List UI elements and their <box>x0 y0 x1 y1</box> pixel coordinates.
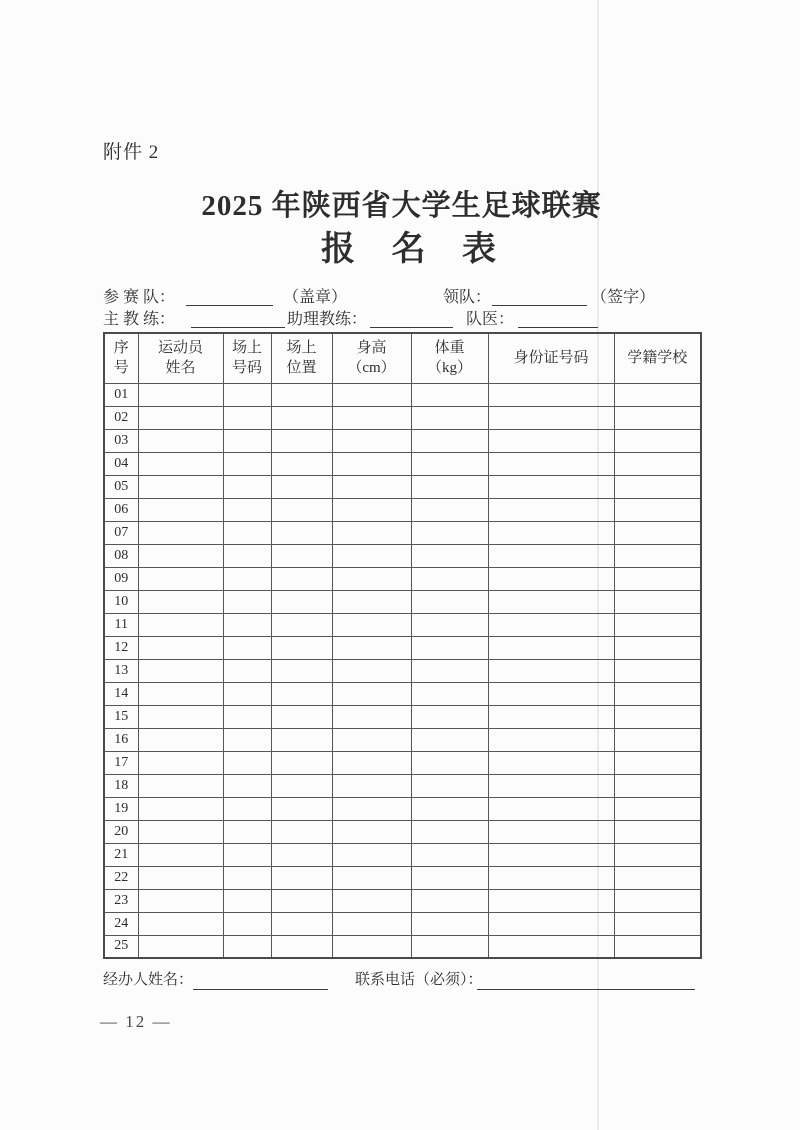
table-row <box>104 567 701 590</box>
empty-cell <box>488 705 614 728</box>
row-number-cell: 13 <box>104 659 138 682</box>
empty-cell <box>138 682 223 705</box>
empty-cell <box>271 797 332 820</box>
empty-cell <box>271 659 332 682</box>
empty-cell <box>411 912 488 935</box>
row-number-cell: 19 <box>104 797 138 820</box>
document-subtitle: 报 名 表 <box>321 231 510 268</box>
row-number-cell: 11 <box>104 613 138 636</box>
empty-cell <box>223 567 271 590</box>
empty-cell <box>614 866 701 889</box>
empty-cell <box>223 659 271 682</box>
empty-cell <box>488 889 614 912</box>
empty-cell <box>614 521 701 544</box>
empty-cell <box>223 452 271 475</box>
table-row <box>104 383 701 406</box>
assistant-coach-blank <box>370 310 453 328</box>
header-cell-height: 身高 （cm） <box>332 333 411 383</box>
table-row <box>104 590 701 613</box>
table-row <box>104 935 701 958</box>
row-number-cell: 15 <box>104 705 138 728</box>
empty-cell <box>488 429 614 452</box>
contact-phone-blank <box>477 971 695 990</box>
empty-cell <box>138 475 223 498</box>
row-number-cell: 02 <box>104 406 138 429</box>
empty-cell <box>411 889 488 912</box>
row-number-cell: 18 <box>104 774 138 797</box>
roster-table <box>103 332 702 959</box>
empty-cell <box>138 866 223 889</box>
empty-cell <box>614 705 701 728</box>
empty-cell <box>332 912 411 935</box>
header-cell-weight: 体重 （kg） <box>411 333 488 383</box>
row-number-cell: 03 <box>104 429 138 452</box>
empty-cell <box>332 935 411 958</box>
empty-cell <box>223 383 271 406</box>
empty-cell <box>614 498 701 521</box>
empty-cell <box>138 705 223 728</box>
row-number-cell: 14 <box>104 682 138 705</box>
empty-cell <box>332 820 411 843</box>
empty-cell <box>332 567 411 590</box>
empty-cell <box>488 383 614 406</box>
empty-cell <box>223 751 271 774</box>
empty-cell <box>614 429 701 452</box>
seal-note: （盖章） <box>283 289 348 306</box>
empty-cell <box>223 774 271 797</box>
empty-cell <box>271 590 332 613</box>
empty-cell <box>488 682 614 705</box>
empty-cell <box>332 406 411 429</box>
header-cell-position: 场上 位置 <box>271 333 332 383</box>
table-row <box>104 406 701 429</box>
empty-cell <box>411 613 488 636</box>
header-cell-jersey-number: 场上 号码 <box>223 333 271 383</box>
empty-cell <box>271 935 332 958</box>
header-cell-serial: 序 号 <box>104 333 138 383</box>
empty-cell <box>614 406 701 429</box>
empty-cell <box>332 705 411 728</box>
empty-cell <box>223 889 271 912</box>
team-doctor-blank <box>518 310 598 328</box>
empty-cell <box>411 935 488 958</box>
empty-cell <box>614 636 701 659</box>
empty-cell <box>138 636 223 659</box>
empty-cell <box>411 406 488 429</box>
empty-cell <box>332 452 411 475</box>
empty-cell <box>614 544 701 567</box>
empty-cell <box>332 429 411 452</box>
empty-cell <box>614 797 701 820</box>
empty-cell <box>223 935 271 958</box>
empty-cell <box>614 935 701 958</box>
table-row <box>104 774 701 797</box>
row-number-cell: 23 <box>104 889 138 912</box>
empty-cell <box>271 751 332 774</box>
empty-cell <box>138 820 223 843</box>
empty-cell <box>271 475 332 498</box>
empty-cell <box>223 544 271 567</box>
empty-cell <box>614 751 701 774</box>
empty-cell <box>411 705 488 728</box>
row-number-cell: 16 <box>104 728 138 751</box>
empty-cell <box>614 820 701 843</box>
empty-cell <box>411 866 488 889</box>
empty-cell <box>138 889 223 912</box>
empty-cell <box>332 843 411 866</box>
empty-cell <box>332 889 411 912</box>
empty-cell <box>411 659 488 682</box>
signature-note: （签字） <box>591 289 656 306</box>
empty-cell <box>223 498 271 521</box>
contact-phone-label: 联系电话（必须）： <box>355 972 483 988</box>
empty-cell <box>411 843 488 866</box>
empty-cell <box>614 682 701 705</box>
empty-cell <box>411 820 488 843</box>
empty-cell <box>138 912 223 935</box>
row-number-cell: 07 <box>104 521 138 544</box>
empty-cell <box>614 383 701 406</box>
empty-cell <box>614 452 701 475</box>
empty-cell <box>223 912 271 935</box>
table-row <box>104 843 701 866</box>
empty-cell <box>332 521 411 544</box>
empty-cell <box>332 774 411 797</box>
empty-cell <box>488 406 614 429</box>
assistant-coach-label: 助理教练： <box>287 311 368 328</box>
empty-cell <box>614 475 701 498</box>
empty-cell <box>138 521 223 544</box>
empty-cell <box>223 705 271 728</box>
team-leader-label: 领队： <box>443 289 492 306</box>
head-coach-blank <box>191 310 285 328</box>
row-number-cell: 17 <box>104 751 138 774</box>
row-number-cell: 09 <box>104 567 138 590</box>
empty-cell <box>411 636 488 659</box>
header-row <box>104 333 701 383</box>
row-number-cell: 20 <box>104 820 138 843</box>
empty-cell <box>614 590 701 613</box>
page-number: — 12 — <box>100 1012 172 1031</box>
empty-cell <box>138 613 223 636</box>
row-number-cell: 22 <box>104 866 138 889</box>
empty-cell <box>488 498 614 521</box>
empty-cell <box>271 774 332 797</box>
empty-cell <box>411 682 488 705</box>
empty-cell <box>411 498 488 521</box>
empty-cell <box>223 613 271 636</box>
table-row <box>104 682 701 705</box>
empty-cell <box>271 429 332 452</box>
empty-cell <box>223 820 271 843</box>
empty-cell <box>614 843 701 866</box>
empty-cell <box>138 544 223 567</box>
empty-cell <box>488 636 614 659</box>
header-cell-id-number: 身份证号码 <box>488 333 614 383</box>
empty-cell <box>332 544 411 567</box>
empty-cell <box>411 521 488 544</box>
table-row <box>104 797 701 820</box>
header-cell-school: 学籍学校 <box>614 333 701 383</box>
empty-cell <box>138 567 223 590</box>
row-number-cell: 12 <box>104 636 138 659</box>
row-number-cell: 25 <box>104 935 138 958</box>
team-leader-blank <box>492 288 587 306</box>
team-name-blank <box>186 288 273 306</box>
empty-cell <box>411 797 488 820</box>
empty-cell <box>332 475 411 498</box>
empty-cell <box>488 843 614 866</box>
empty-cell <box>488 820 614 843</box>
attachment-label: 附件 2 <box>103 142 160 163</box>
empty-cell <box>138 406 223 429</box>
empty-cell <box>488 935 614 958</box>
empty-cell <box>332 383 411 406</box>
empty-cell <box>488 567 614 590</box>
empty-cell <box>271 452 332 475</box>
empty-cell <box>223 429 271 452</box>
table-row <box>104 728 701 751</box>
table-row <box>104 613 701 636</box>
empty-cell <box>488 475 614 498</box>
empty-cell <box>411 590 488 613</box>
empty-cell <box>271 728 332 751</box>
empty-cell <box>411 728 488 751</box>
empty-cell <box>332 659 411 682</box>
empty-cell <box>271 498 332 521</box>
empty-cell <box>223 475 271 498</box>
row-number-cell: 24 <box>104 912 138 935</box>
empty-cell <box>271 843 332 866</box>
row-number-cell: 04 <box>104 452 138 475</box>
table-row <box>104 751 701 774</box>
empty-cell <box>411 567 488 590</box>
empty-cell <box>271 567 332 590</box>
empty-cell <box>411 452 488 475</box>
head-coach-label: 主 教 练： <box>103 311 176 328</box>
empty-cell <box>411 475 488 498</box>
empty-cell <box>332 751 411 774</box>
empty-cell <box>488 751 614 774</box>
empty-cell <box>332 728 411 751</box>
row-number-cell: 01 <box>104 383 138 406</box>
empty-cell <box>271 383 332 406</box>
table-row <box>104 429 701 452</box>
document-title: 2025 年陕西省大学生足球联赛 <box>201 190 602 222</box>
row-number-cell: 08 <box>104 544 138 567</box>
empty-cell <box>138 590 223 613</box>
empty-cell <box>223 843 271 866</box>
empty-cell <box>271 889 332 912</box>
empty-cell <box>332 797 411 820</box>
empty-cell <box>271 636 332 659</box>
empty-cell <box>223 406 271 429</box>
empty-cell <box>488 659 614 682</box>
table-row <box>104 820 701 843</box>
empty-cell <box>332 636 411 659</box>
empty-cell <box>223 521 271 544</box>
empty-cell <box>223 728 271 751</box>
empty-cell <box>271 613 332 636</box>
empty-cell <box>332 682 411 705</box>
empty-cell <box>271 521 332 544</box>
team-name-label: 参 赛 队： <box>103 289 176 306</box>
empty-cell <box>138 797 223 820</box>
empty-cell <box>411 544 488 567</box>
empty-cell <box>271 866 332 889</box>
empty-cell <box>488 728 614 751</box>
empty-cell <box>488 590 614 613</box>
empty-cell <box>411 383 488 406</box>
empty-cell <box>271 705 332 728</box>
empty-cell <box>332 590 411 613</box>
handler-name-label: 经办人姓名： <box>103 972 194 988</box>
empty-cell <box>223 866 271 889</box>
table-row <box>104 521 701 544</box>
table-row <box>104 889 701 912</box>
empty-cell <box>332 498 411 521</box>
empty-cell <box>614 774 701 797</box>
empty-cell <box>223 590 271 613</box>
empty-cell <box>614 659 701 682</box>
empty-cell <box>488 797 614 820</box>
empty-cell <box>411 429 488 452</box>
empty-cell <box>271 682 332 705</box>
table-row <box>104 475 701 498</box>
table-row <box>104 912 701 935</box>
row-number-cell: 06 <box>104 498 138 521</box>
empty-cell <box>223 797 271 820</box>
empty-cell <box>138 935 223 958</box>
handler-name-blank <box>193 971 328 990</box>
empty-cell <box>488 521 614 544</box>
table-row <box>104 659 701 682</box>
empty-cell <box>271 544 332 567</box>
empty-cell <box>271 912 332 935</box>
empty-cell <box>138 498 223 521</box>
empty-cell <box>614 613 701 636</box>
empty-cell <box>614 889 701 912</box>
team-doctor-label: 队医： <box>466 311 515 328</box>
empty-cell <box>138 429 223 452</box>
table-row <box>104 636 701 659</box>
empty-cell <box>138 774 223 797</box>
empty-cell <box>614 728 701 751</box>
empty-cell <box>271 406 332 429</box>
header-cell-player-name: 运动员 姓名 <box>138 333 223 383</box>
empty-cell <box>332 613 411 636</box>
row-number-cell: 10 <box>104 590 138 613</box>
empty-cell <box>271 820 332 843</box>
empty-cell <box>332 866 411 889</box>
empty-cell <box>488 452 614 475</box>
empty-cell <box>614 912 701 935</box>
table-row <box>104 544 701 567</box>
empty-cell <box>138 659 223 682</box>
empty-cell <box>488 774 614 797</box>
table-row <box>104 452 701 475</box>
empty-cell <box>488 912 614 935</box>
table-row <box>104 498 701 521</box>
empty-cell <box>223 636 271 659</box>
empty-cell <box>411 751 488 774</box>
empty-cell <box>488 613 614 636</box>
empty-cell <box>614 567 701 590</box>
empty-cell <box>223 682 271 705</box>
roster-body <box>104 383 701 958</box>
empty-cell <box>488 544 614 567</box>
empty-cell <box>138 452 223 475</box>
empty-cell <box>138 728 223 751</box>
row-number-cell: 21 <box>104 843 138 866</box>
row-number-cell: 05 <box>104 475 138 498</box>
table-row <box>104 866 701 889</box>
empty-cell <box>138 383 223 406</box>
table-row <box>104 705 701 728</box>
empty-cell <box>138 843 223 866</box>
empty-cell <box>488 866 614 889</box>
empty-cell <box>138 751 223 774</box>
empty-cell <box>411 774 488 797</box>
